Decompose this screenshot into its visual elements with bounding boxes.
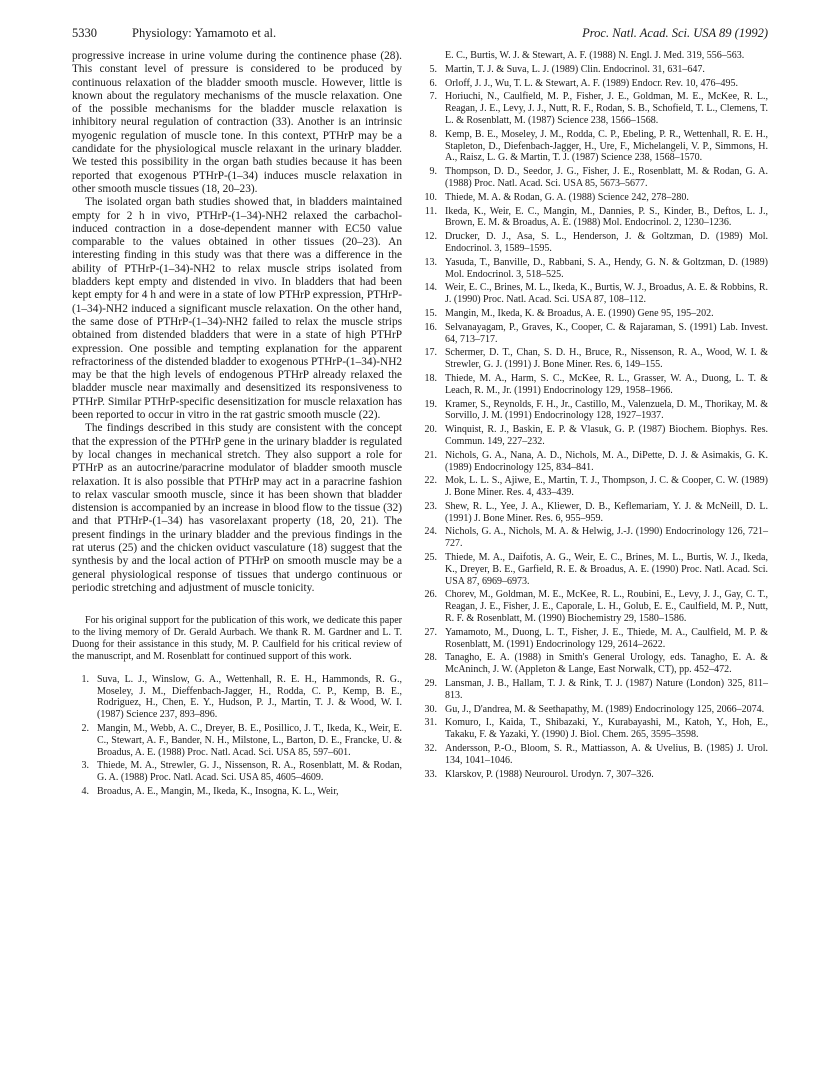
reference-number: 11. [424, 205, 437, 217]
reference-item [420, 166, 768, 190]
reference-item [420, 373, 768, 397]
reference-item [420, 501, 768, 525]
reference-item [420, 282, 768, 306]
reference-text: Shew, R. L., Yee, J. A., Kliewer, D. B., Keflemariam, Y. J. & McNeill, D. L. (1991) J. Bone Miner. Res. 6, 955–959. [445, 500, 768, 524]
reference-number: 19. [424, 398, 437, 410]
reference-number: 22. [424, 475, 437, 487]
reference-item [420, 399, 768, 423]
reference-number: 30. [424, 703, 437, 715]
body-paragraph-3: The findings described in this study are consistent with the concept that the expression of the PTHrP gene in the urinary bladder is regulated by local changes in mechanical stretch. They also support a role for PTHrP as an autocrine/paracrine modulator of bladder smooth muscle relaxation. It is also possible that PTHrP may act in a paracrine fashion to relax vascular smooth muscle, since it has been shown that bladder distension is accompanied by an increase in blood flow to the tissue (32) and that PTHrP-(1–34) has vasorelaxant property (18, 20, 21). The present findings in the urinary bladder and the previous findings in the rat uterus (25) and the chicken oviduct vasculature (18) suggest that the synthesis by and the local action of PTHrP on smooth muscle may be a general physiological response of tissues that undergo continuous or periodic stretching and adjustment of muscle tonicity. [72, 422, 402, 594]
reference-text: Kemp, B. E., Moseley, J. M., Rodda, C. P., Ebeling, P. R., Wettenhall, R. E. H., Stapleton, D., Diefenbach-Jagger, H., Ure, F., Michelangeli, V. P., Simmons, H. A., Raisz, L. G. & Martin, T. J. (1987) Science 238, 1568–1570. [445, 128, 768, 164]
reference-text: Nichols, G. A., Nana, A. D., Nichols, M. A., DiPette, D. J. & Asimakis, G. K. (1989) Endocrinology 125, 834–841. [445, 449, 768, 473]
right-column [420, 50, 768, 782]
reference-text: Mangin, M., Ikeda, K. & Broadus, A. E. (1990) Gene 95, 195–202. [445, 307, 714, 319]
reference-item [420, 526, 768, 550]
reference-item [420, 652, 768, 676]
reference-number: 5. [429, 63, 437, 75]
reference-number: 33. [424, 768, 437, 780]
reference-text: Chorev, M., Goldman, M. E., McKee, R. L., Roubini, E., Levy, J. J., Gay, C. T., Reagan, J. E., Fisher, J. E., Caporale, L. H., Golub, E. E., Caulfield, M. P., Nutt, R. F. & Rosenblatt, M. (1990) Biochemistry 29, 1580–1586. [445, 589, 768, 625]
reference-number: 9. [429, 166, 437, 178]
reference-list-right [420, 50, 768, 780]
reference-text: Andersson, P.-O., Bloom, S. R., Mattiasson, A. & Uvelius, B. (1985) J. Urol. 134, 1041–1046. [445, 743, 768, 766]
reference-number: 20. [424, 424, 437, 436]
reference-text: Nichols, G. A., Nichols, M. A. & Helwig, J.-J. (1990) Endocrinology 126, 721–727. [445, 526, 768, 550]
reference-number: 26. [424, 589, 437, 601]
reference-number: 13. [424, 256, 437, 268]
reference-text: Martin, T. J. & Suva, L. J. (1989) Clin. Endocrinol. 31, 631–647. [445, 63, 705, 75]
reference-text: Suva, L. J., Winslow, G. A., Wettenhall, R. E. H., Hammonds, R. G., Moseley, J. M., Dieffenbach-Jagger, H., Rodda, C. P., Kemp, B. E., Rodriguez, H., Chen, E. Y., Hudson, P. J., Martin, T. J. & Wood, W. I. (1987) Science 237, 893–896. [97, 673, 402, 721]
reference-item [72, 786, 402, 798]
reference-item [420, 91, 768, 126]
reference-text: Klarskov, P. (1988) Neurourol. Urodyn. 7, 307–326. [445, 768, 654, 780]
reference-number: 7. [429, 91, 437, 103]
reference-item [420, 552, 768, 587]
reference-item [72, 760, 402, 784]
reference-text: Thiede, M. A., Harm, S. C., McKee, R. L., Grasser, W. A., Duong, L. T. & Leach, R. M., Jr. (1991) Endocrinology 129, 1958–1966. [445, 372, 768, 396]
reference-number: 32. [424, 743, 437, 755]
reference-text: Broadus, A. E., Mangin, M., Ikeda, K., Insogna, K. L., Weir, [97, 785, 339, 797]
reference-text: Thompson, D. D., Seedor, J. G., Fisher, J. E., Rosenblatt, M. & Rodan, G. A. (1988) Proc. Natl. Acad. Sci. USA 85, 5673–5677. [445, 166, 768, 189]
reference-text: Thiede, M. A., Strewler, G. J., Nissenson, R. A., Rosenblatt, M. & Rodan, G. A. (1988) Proc. Natl. Acad. Sci. USA 85, 4605–4609. [97, 760, 402, 784]
reference-item [420, 129, 768, 164]
reference-item [420, 322, 768, 346]
reference-text: Gu, J., D'andrea, M. & Seethapathy, M. (1989) Endocrinology 125, 2066–2074. [445, 703, 765, 715]
body-paragraph-2: The isolated organ bath studies showed that, in bladders maintained empty for 2 h in vivo, PTHrP-(1–34)-NH2 relaxed the carbachol-induced contraction in a dose-dependent manner with EC50 value comparable to the values obtained in other tissues (20–23). An interesting finding in this study was that there was a difference in the ability of PTHrP-(1–34)-NH2 to relax muscle strips isolated from bladders kept empty and distended in vivo. In bladders that had been kept empty for 4 h and were in a state of low PTHrP expression, PTHrP-(1–34)-NH2 induced a significant muscle relaxation. On the other hand, the same dose of PTHrP-(1–34)-NH2 failed to relax the muscle strips obtained from distended bladders that were in a state of high PTHrP expression. One possible and tempting explanation for the apparent refractoriness of the distended bladder to exogenous PTHrP-(1–34)-NH2 may be that the high levels of endogenous PTHrP already relaxed the bladder muscle near maximally and desensitized its responsiveness to PTHrP. Similar PTHrP-specific desensitization for muscle relaxation has been reported to occur in vitro in the rat gastric smooth muscle (22). [72, 196, 402, 422]
reference-item [420, 257, 768, 281]
reference-item [420, 769, 768, 781]
reference-item [72, 723, 402, 758]
reference-number: 25. [424, 552, 437, 564]
reference-item [420, 704, 768, 716]
reference-text: Yasuda, T., Banville, D., Rabbani, S. A., Hendy, G. N. & Goltzman, D. (1989) Mol. Endocrinol. 3, 518–525. [445, 256, 768, 280]
reference-item [420, 450, 768, 474]
reference-item [420, 78, 768, 90]
reference-item [420, 206, 768, 230]
reference-number: 21. [424, 449, 437, 461]
reference-list-left [72, 674, 402, 798]
reference-text: Kramer, S., Reynolds, F. H., Jr., Castillo, M., Valenzuela, D. M., Thorikay, M. & Sorvillo, J. M. (1991) Endocrinology 128, 1927–1937. [445, 398, 768, 422]
reference-item [72, 674, 402, 721]
reference-text: Tanagho, E. A. (1988) in Smith's General Urology, eds. Tanagho, E. A. & McAninch, J. W. (Appleton & Lange, East Norwalk, CT), pp. 452–472. [445, 652, 768, 676]
reference-text: Schermer, D. T., Chan, S. D. H., Bruce, R., Nissenson, R. A., Wood, W. I. & Strewler, G. J. (1991) J. Bone Miner. Res. 6, 149–155. [445, 347, 768, 371]
reference-number: 24. [424, 526, 437, 538]
reference-text: Thiede, M. A. & Rodan, G. A. (1988) Science 242, 278–280. [445, 191, 689, 203]
running-header [72, 26, 768, 44]
reference-text: Mok, L. L. S., Ajiwe, E., Martin, T. J., Thompson, J. C. & Cooper, C. W. (1989) J. Bone Miner. Res. 4, 433–439. [445, 475, 768, 499]
reference-number: 31. [424, 717, 437, 729]
reference-item [420, 347, 768, 371]
acknowledgments: For his original support for the publication of this work, we dedicate this paper to the living memory of Dr. Gerald Aurbach. We thank R. M. Gardner and L. T. Duong for their assistance in this study, M. P. Caulfield for his critical review of the manuscript, and M. Rosenblatt for continued support of this work. [72, 615, 402, 662]
reference-text: Mangin, M., Webb, A. C., Dreyer, B. E., Posillico, J. T., Ikeda, K., Weir, E. C., Stewart, A. F., Bander, N. H., Milstone, L., Barton, D. E., Francke, U. & Broadus, A. E. (1988) Proc. Natl. Acad. Sci. USA 85, 597–601. [97, 722, 402, 758]
reference-text: Orloff, J. J., Wu, T. L. & Stewart, A. F. (1989) Endocr. Rev. 10, 476–495. [445, 77, 738, 89]
reference-number: 2. [81, 722, 89, 734]
reference-number: 15. [424, 307, 437, 319]
reference-text: E. C., Burtis, W. J. & Stewart, A. F. (1988) N. Engl. J. Med. 319, 556–563. [445, 50, 745, 61]
reference-number: 18. [424, 372, 437, 384]
reference-number: 8. [429, 128, 437, 140]
reference-item [420, 50, 768, 62]
reference-number: 28. [424, 652, 437, 664]
reference-text: Yamamoto, M., Duong, L. T., Fisher, J. E., Thiede, M. A., Caulfield, M. P. & Rosenblatt, M. (1991) Endocrinology 129, 2614–2622. [445, 626, 768, 650]
reference-item [420, 627, 768, 651]
reference-item [420, 424, 768, 448]
reference-number: 16. [424, 321, 437, 333]
reference-text: Winquist, R. J., Baskin, E. P. & Vlasuk, G. P. (1987) Biochem. Biophys. Res. Commun. 149, 227–232. [445, 424, 768, 447]
reference-number: 6. [429, 77, 437, 89]
reference-item [420, 717, 768, 741]
reference-text: Selvanayagam, P., Graves, K., Cooper, C. & Rajaraman, S. (1991) Lab. Invest. 64, 713–717. [445, 321, 768, 345]
reference-number: 10. [424, 191, 437, 203]
reference-number: 1. [81, 673, 89, 685]
reference-item [420, 743, 768, 767]
reference-text: Thiede, M. A., Daifotis, A. G., Weir, E. C., Brines, M. L., Burtis, W. J., Ikeda, K., Dreyer, B. E., Garfield, R. E. & Broadus, A. E. (1990) Proc. Natl. Acad. Sci. USA 87, 6969–6973. [445, 552, 768, 587]
reference-item [420, 475, 768, 499]
reference-number: 14. [424, 282, 437, 294]
reference-number: 3. [81, 760, 89, 772]
running-title: Physiology: Yamamoto et al. [132, 26, 277, 40]
reference-item [420, 231, 768, 255]
journal-citation: Proc. Natl. Acad. Sci. USA 89 (1992) [582, 26, 768, 40]
reference-text: Komuro, I., Kaida, T., Shibazaki, Y., Kurabayashi, M., Katoh, Y., Hoh, E., Takaku, F. & Yazaki, Y. (1990) J. Biol. Chem. 265, 3595–3598. [445, 717, 768, 741]
reference-text: Horiuchi, N., Caulfield, M. P., Fisher, J. E., Goldman, M. E., McKee, R. L., Reagan, J. E., Levy, J. J., Nutt, R. F., Rodan, S. B., Schofield, T. L., Clemens, T. L. & Rosenblatt, M. (1987) Science 238, 1566–1568. [445, 91, 768, 126]
page-number: 5330 [72, 26, 97, 40]
reference-text: Weir, E. C., Brines, M. L., Ikeda, K., Burtis, W. J., Broadus, A. E. & Robbins, R. J. (1990) Proc. Natl. Acad. Sci. USA 87, 108–112. [445, 282, 768, 306]
reference-text: Lansman, J. B., Hallam, T. J. & Rink, T. J. (1987) Nature (London) 325, 811–813. [445, 678, 768, 701]
reference-number: 17. [424, 347, 437, 359]
left-column [72, 50, 402, 800]
reference-number: 4. [81, 785, 89, 797]
reference-number: 23. [424, 500, 437, 512]
reference-text: Ikeda, K., Weir, E. C., Mangin, M., Dannies, P. S., Kinder, B., Deftos, L. J., Brown, E. M. & Broadus, A. E. (1988) Mol. Endocrinol. 2, 1230–1236. [445, 205, 768, 229]
reference-number: 27. [424, 626, 437, 638]
reference-number: 12. [424, 231, 437, 243]
reference-item [420, 678, 768, 702]
reference-text: Drucker, D. J., Asa, S. L., Henderson, J. & Goltzman, D. (1989) Mol. Endocrinol. 3, 1589–1595. [445, 231, 768, 254]
reference-item [420, 589, 768, 624]
body-paragraph-1: progressive increase in urine volume during the continence phase (28). This constant level of pressure is considered to be produced by continuous relaxation of the bladder smooth muscle. However, little is known about the regulatory mechanisms of the muscle relaxation. One of the possible mechanisms for the bladder muscle relaxation is inhibitory neural regulation of contraction (33). Another is an intrinsic myogenic regulation of muscle tone. In this context, PTHrP may be a candidate for the physiological muscle relaxant in the urinary bladder. We tested this possibility in the organ bath studies because it has been reported that exogenous PTHrP-(1–34) induces muscle relaxation in other smooth muscle tissues (18, 20–23). [72, 50, 402, 195]
reference-item [420, 192, 768, 204]
reference-item [420, 308, 768, 320]
reference-item [420, 64, 768, 76]
reference-number: 29. [424, 678, 437, 690]
